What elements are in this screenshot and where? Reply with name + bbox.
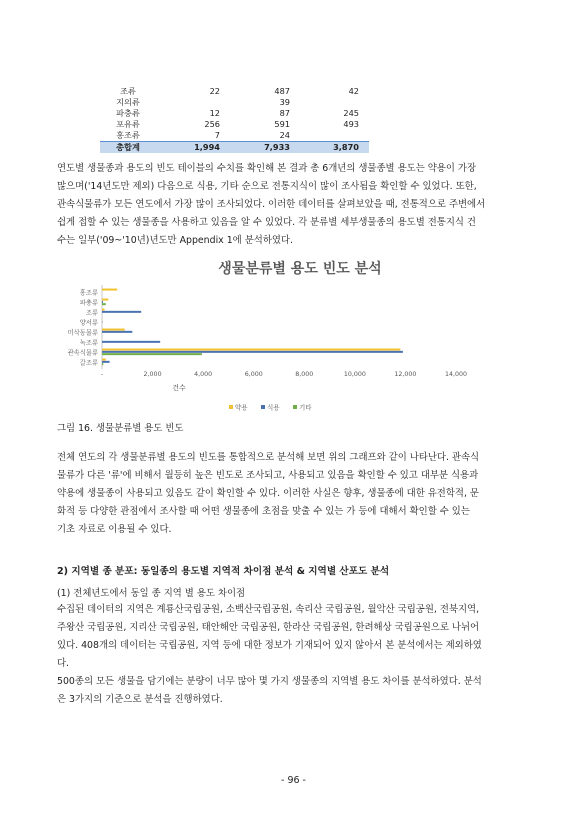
text-line: 물류가 다른 '류'에 비해서 월등히 높은 빈도로 조사되고, 사용되고 있음을 확인할 수 있고 대부분 식용과 xyxy=(57,470,479,481)
bar-약용 xyxy=(102,349,400,351)
y-tick-label: 갈조류 xyxy=(79,359,98,367)
x-tick-label: 6,000 xyxy=(244,371,263,378)
y-tick-label: 미삭동물류 xyxy=(67,329,98,337)
legend-swatch xyxy=(229,405,233,409)
text-line: 기초 자료로 이용될 수 있다. xyxy=(57,524,172,535)
y-tick-label: 파충류 xyxy=(79,299,98,307)
bar-약용 xyxy=(102,309,105,311)
y-tick-label: 녹조류 xyxy=(79,339,98,347)
legend-entry: 식용 xyxy=(267,403,280,412)
legend-entry: 약용 xyxy=(235,403,248,412)
legend-swatch xyxy=(293,405,297,409)
y-tick-label: 홍조류 xyxy=(79,289,98,297)
table-cell: 홍조류 xyxy=(116,130,140,140)
table-cell: 총합계 xyxy=(116,142,140,152)
text-line: 약용에 생물종이 사용되고 있음도 같이 확인할 수 있다. 이러한 사실은 향후, 생물종에 대한 유전학적, 문 xyxy=(57,488,479,499)
text-line: 쉽게 접할 수 있는 생물종을 사용하고 있음을 알 수 있었다. 각 분류별 세부생물종의 용도별 전통지식 건 xyxy=(57,217,476,228)
y-tick-label: 관속식물류 xyxy=(67,349,98,357)
table-cell: 12 xyxy=(209,108,220,118)
text-line: 은 3가지의 기준으로 분석을 진행하였다. xyxy=(57,694,223,705)
bar-기타 xyxy=(102,303,106,305)
text-line: 연도별 생물종과 용도의 빈도 테이블의 수치를 확인해 본 결과 총 6개년의 생물종별 용도는 약용이 가장 xyxy=(57,163,476,174)
table-cell: 42 xyxy=(348,86,359,96)
x-tick-label: 8,000 xyxy=(295,371,314,378)
x-tick-label: - xyxy=(100,371,104,378)
table-cell: 493 xyxy=(343,119,359,129)
text-line: 수는 일부('09~'10년)년도만 Appendix 1에 분석하였다. xyxy=(57,235,293,246)
bar-식용 xyxy=(102,341,160,343)
chart-title: 생물분류별 용도 빈도 분석 xyxy=(218,261,382,277)
y-tick-label: 양서류 xyxy=(79,319,98,327)
text-line: 전체 연도의 각 생물분류별 용도의 빈도를 통합적으로 분석해 보면 위의 그래프와 같이 나타난다. 관속식 xyxy=(57,452,480,463)
text-line: 500종의 모든 생물을 담기에는 분량이 너무 많아 몇 가지 생물종의 지역별 용도 차이를 분석하였다. 분석 xyxy=(57,676,482,687)
bar-기타 xyxy=(102,363,103,365)
text-line: 주왕산 국립공원, 지리산 국립공원, 태안해안 국립공원, 한라산 국립공원, 한려해상 국립공원으로 나뉘어 xyxy=(57,622,480,633)
table-cell: 39 xyxy=(279,97,290,107)
section-heading: 2) 지역별 종 분포: 동일종의 용도별 지역적 차이점 분석 & 지역별 산포도 분석 xyxy=(57,566,390,577)
paragraph xyxy=(57,673,532,709)
x-tick-label: 12,000 xyxy=(394,371,417,378)
x-tick-label: 14,000 xyxy=(444,371,468,378)
bar-식용 xyxy=(102,301,103,303)
table-cell: 1,994 xyxy=(194,142,220,152)
y-tick-label: 조류 xyxy=(85,309,98,317)
bar-식용 xyxy=(102,351,403,353)
table-cell: 파충류 xyxy=(116,108,140,118)
text-line: 화적 등 다양한 관점에서 조사할 때 어떤 생물종에 초점을 맞출 수 있는 가 등에 대해서 확인할 수 있는 xyxy=(57,506,470,517)
text-line: 관속식물류가 모든 연도에서 가장 많이 조사되었다. 이러한 데이터를 살펴보았을 때, 전통적으로 주변에서 xyxy=(57,199,486,210)
bar-약용 xyxy=(102,329,125,331)
text-line: 있다. 408개의 데이터는 국립공원, 지역 등에 대한 정보가 기재되어 있지 않아서 본 분석에서는 제외하였 xyxy=(57,640,482,651)
table-cell: 조류 xyxy=(120,86,136,96)
text-line: 수집된 데이터의 지역은 계룡산국립공원, 소백산국립공원, 속리산 국립공원, 월악산 국립공원, 전북지역, xyxy=(57,604,480,615)
table-cell: 22 xyxy=(209,86,220,96)
bar-약용 xyxy=(102,299,108,301)
bar-식용 xyxy=(102,311,141,313)
table-cell: 24 xyxy=(279,130,290,140)
bar-식용 xyxy=(102,361,110,363)
legend-entry: 기타 xyxy=(299,403,312,412)
bar-약용 xyxy=(102,359,106,361)
table-cell: 7,933 xyxy=(264,142,290,152)
subsection-heading: (1) 전체년도에서 동일 종 지역 별 용도 차이점 xyxy=(57,588,246,599)
text-line: 많으며('14년도만 제외) 다음으로 식용, 기타 순으로 전통지식이 많이 조사됨을 확인할 수 있었다. 또한, xyxy=(57,181,477,192)
table-cell: 256 xyxy=(204,119,220,129)
table-cell: 지의류 xyxy=(116,97,140,107)
table-cell: 3,870 xyxy=(333,142,359,152)
table-cell: 7 xyxy=(214,130,220,140)
figure-caption: 그림 16. 생물분류별 용도 빈도 xyxy=(57,423,184,434)
table-cell: 591 xyxy=(274,119,290,129)
legend-swatch xyxy=(261,405,265,409)
table-cell: 포유류 xyxy=(116,119,140,129)
table-cell: 245 xyxy=(343,108,359,118)
table-cell: 487 xyxy=(274,86,290,96)
paragraph xyxy=(57,449,532,539)
bar-식용 xyxy=(102,331,132,333)
table-cell: 87 xyxy=(279,108,290,118)
bar-약용 xyxy=(102,289,117,291)
x-tick-label: 10,000 xyxy=(343,371,366,378)
bar-기타 xyxy=(102,353,202,355)
x-tick-label: 4,000 xyxy=(194,371,213,378)
page-number: - 96 - xyxy=(281,775,306,786)
x-tick-label: 2,000 xyxy=(143,371,162,378)
paragraph xyxy=(57,601,532,673)
x-axis-label: 건수 xyxy=(172,384,186,392)
text-line: 다. xyxy=(57,658,70,669)
